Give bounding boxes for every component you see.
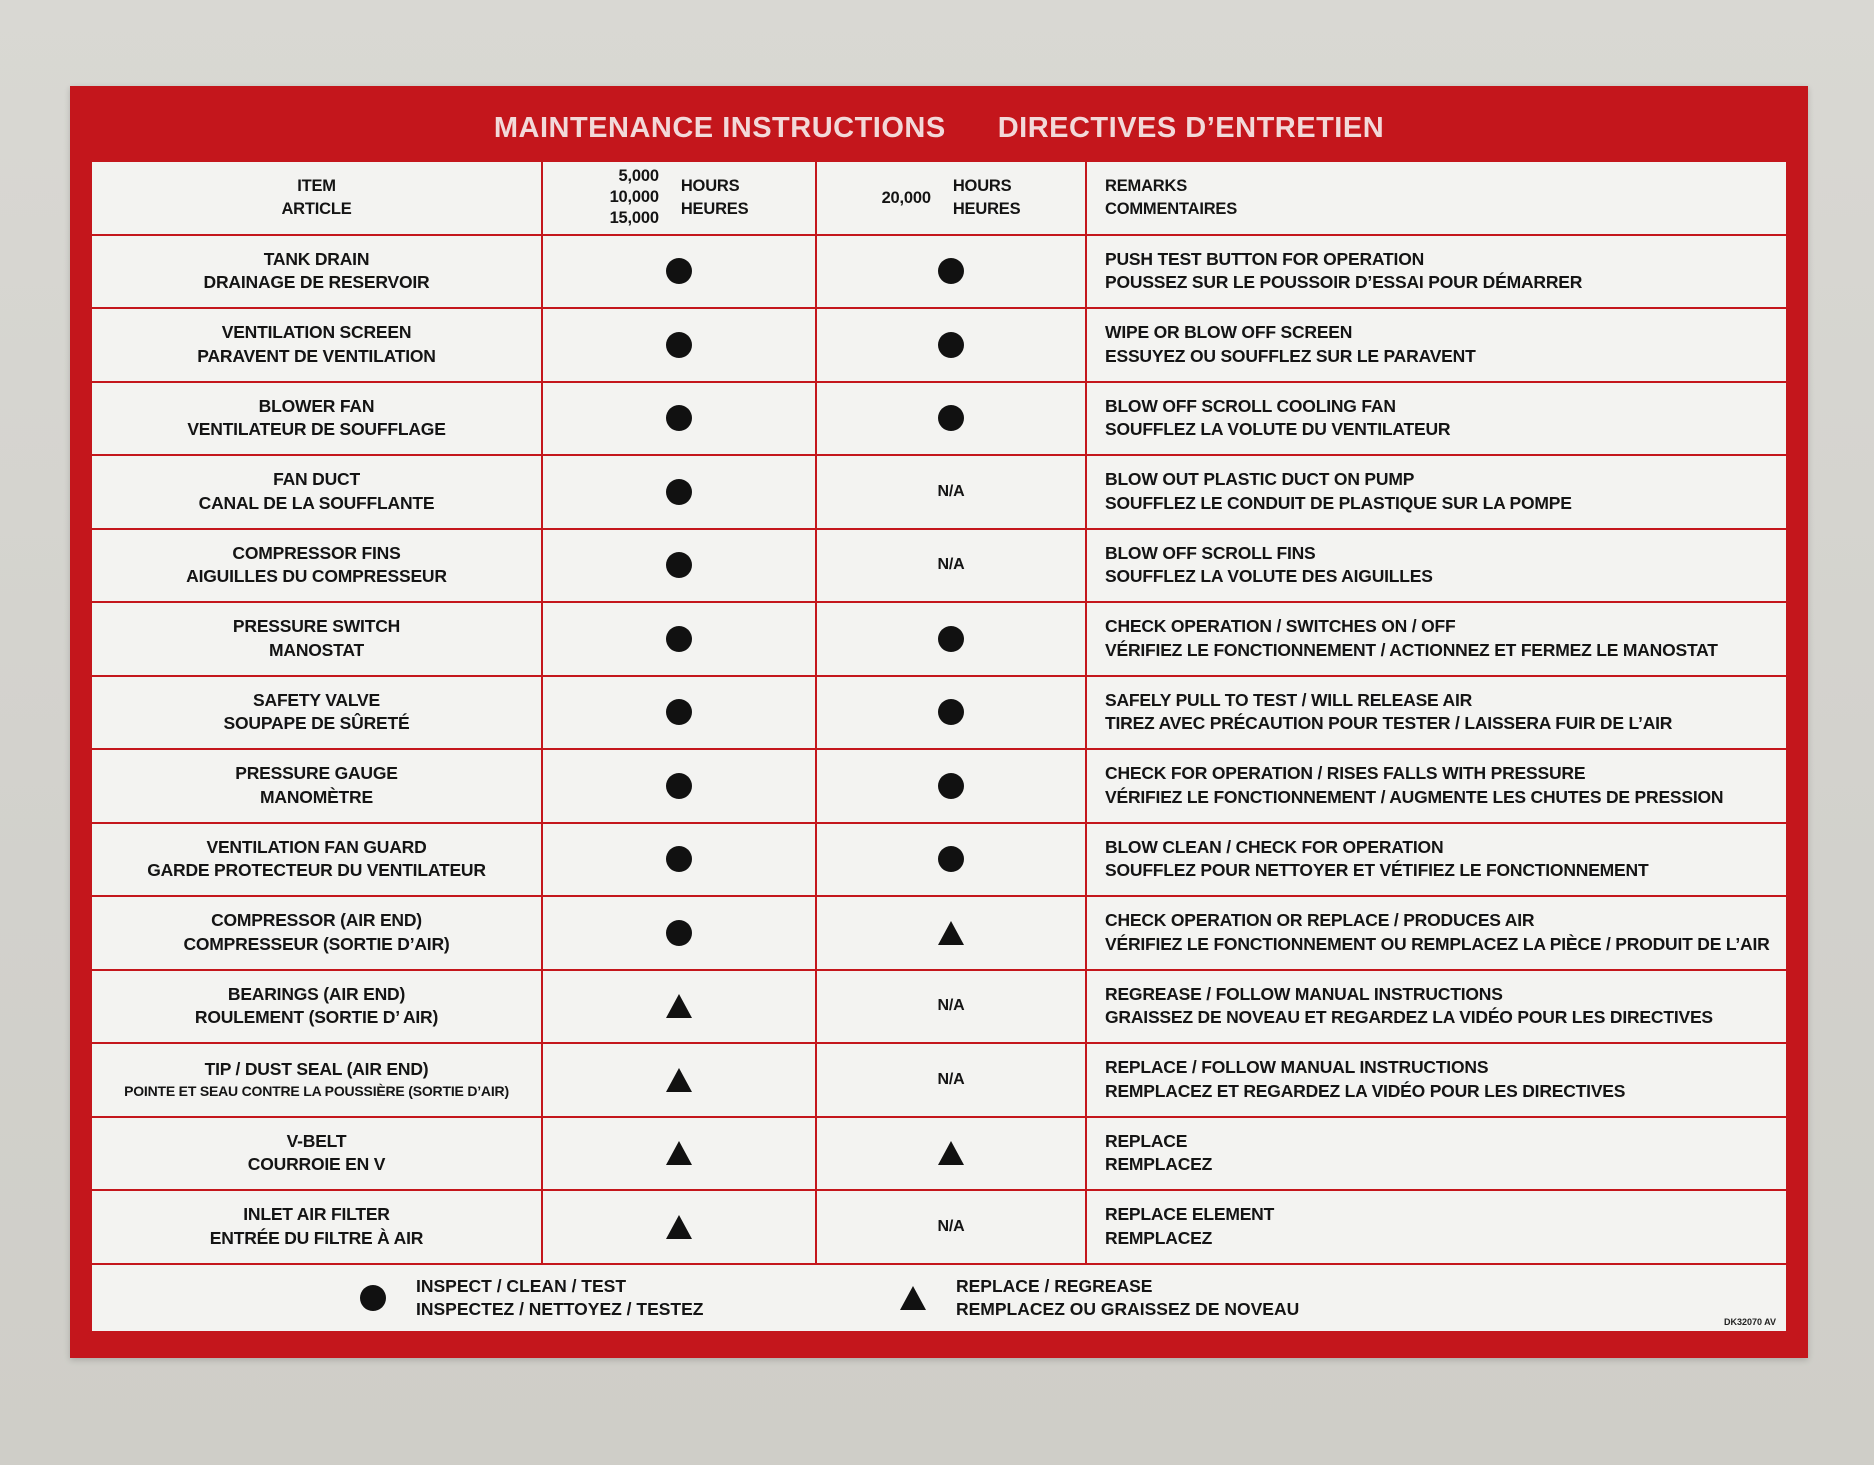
remark-fr: TIREZ AVEC PRÉCAUTION POUR TESTER / LAISSERA FUIR DE L’AIR <box>1105 713 1673 734</box>
item-name-fr: PARAVENT DE VENTILATION <box>197 345 436 366</box>
item-cell <box>92 677 541 749</box>
remark-en: PUSH TEST BUTTON FOR OPERATION <box>1105 248 1425 269</box>
interval-1-cell <box>543 383 815 455</box>
header-interval-1: 5,000 10,000 15,000 HOURS HEURES <box>543 162 815 234</box>
remark-en: CHECK OPERATION OR REPLACE / PRODUCES AIR <box>1105 910 1535 931</box>
item-name-fr: VENTILATEUR DE SOUFFLAGE <box>187 419 446 440</box>
remark-cell <box>1087 1191 1786 1263</box>
part-code: DK32070 AV <box>1723 1316 1776 1327</box>
remark-cell <box>1087 236 1786 308</box>
interval-1-cell <box>543 897 815 969</box>
remark-cell <box>1087 383 1786 455</box>
remark-fr: ESSUYEZ OU SOUFFLEZ SUR LE PARAVENT <box>1105 345 1476 366</box>
item-name-fr: DRAINAGE DE RESERVOIR <box>203 272 430 293</box>
item-name-en: INLET AIR FILTER <box>243 1204 390 1225</box>
title-english: MAINTENANCE INSTRUCTIONS <box>493 111 946 144</box>
interval-1-cell <box>543 309 815 381</box>
remark-fr: POUSSEZ SUR LE POUSSOIR D’ESSAI POUR DÉMARRER <box>1105 272 1583 293</box>
remark-en: BLOW OFF SCROLL COOLING FAN <box>1105 395 1396 416</box>
header-remarks: REMARKS COMMENTAIRES <box>1087 162 1786 234</box>
remark-en: SAFELY PULL TO TEST / WILL RELEASE AIR <box>1105 689 1473 710</box>
remark-fr: REMPLACEZ ET REGARDEZ LA VIDÉO POUR LES DIRECTIVES <box>1105 1080 1626 1101</box>
legend-replace: REPLACE / REGREASE REMPLACEZ OU GRAISSEZ DE NOVEAU <box>900 1275 1299 1321</box>
remark-cell <box>1087 677 1786 749</box>
interval-1-cell <box>543 236 815 308</box>
header-interval-2: 20,000 HOURS HEURES <box>817 162 1085 234</box>
item-name-fr: MANOMÈTRE <box>260 786 373 807</box>
remark-fr: REMPLACEZ <box>1105 1154 1213 1175</box>
legend <box>92 1265 1786 1331</box>
item-name-fr: AIGUILLES DU COMPRESSEUR <box>186 566 447 587</box>
item-name-fr: GARDE PROTECTEUR DU VENTILATEUR <box>147 860 486 881</box>
item-name-fr: COURROIE EN V <box>247 1154 386 1175</box>
triangle-icon <box>666 1215 692 1239</box>
remark-fr: SOUFFLEZ POUR NETTOYER ET VÉTIFIEZ LE FONCTIONNEMENT <box>1105 860 1649 881</box>
triangle-icon <box>666 994 692 1018</box>
interval-2-cell <box>817 530 1085 602</box>
remark-en: BLOW OUT PLASTIC DUCT ON PUMP <box>1105 469 1415 490</box>
remark-en: BLOW CLEAN / CHECK FOR OPERATION <box>1105 836 1444 857</box>
dot-icon <box>938 258 964 284</box>
interval-2-cell <box>817 750 1085 822</box>
not-applicable-label: N/A <box>937 997 965 1015</box>
interval-1-cell <box>543 750 815 822</box>
triangle-icon <box>938 921 964 945</box>
remark-cell <box>1087 971 1786 1043</box>
dot-icon <box>666 332 692 358</box>
not-applicable-label: N/A <box>937 556 965 574</box>
not-applicable-label: N/A <box>937 1070 965 1088</box>
item-cell <box>92 897 541 969</box>
item-name-en: FAN DUCT <box>273 469 360 490</box>
interval-2-cell <box>817 1191 1085 1263</box>
remark-cell <box>1087 897 1786 969</box>
remark-cell <box>1087 603 1786 675</box>
dot-icon <box>938 846 964 872</box>
item-name-fr: ENTRÉE DU FILTRE À AIR <box>209 1227 424 1248</box>
dot-icon <box>666 920 692 946</box>
dot-icon <box>666 699 692 725</box>
interval-1-cell <box>543 456 815 528</box>
triangle-icon <box>666 1068 692 1092</box>
item-name-en: PRESSURE SWITCH <box>232 616 401 637</box>
remark-en: WIPE OR BLOW OFF SCREEN <box>1105 322 1353 343</box>
item-name-fr: MANOSTAT <box>269 639 364 660</box>
item-cell <box>92 824 541 896</box>
dot-icon <box>938 773 964 799</box>
dot-icon <box>666 846 692 872</box>
remark-en: REGREASE / FOLLOW MANUAL INSTRUCTIONS <box>1105 983 1503 1004</box>
remark-fr: SOUFFLEZ LA VOLUTE DU VENTILATEUR <box>1105 419 1451 440</box>
remark-cell <box>1087 530 1786 602</box>
title-french: DIRECTIVES D’ENTRETIEN <box>997 111 1385 144</box>
interval-1-cell <box>543 971 815 1043</box>
dot-icon <box>360 1285 386 1311</box>
dot-icon <box>938 405 964 431</box>
remark-en: REPLACE ELEMENT <box>1105 1204 1275 1225</box>
triangle-icon <box>900 1286 926 1310</box>
remark-fr: VÉRIFIEZ LE FONCTIONNEMENT / AUGMENTE LES CHUTES DE PRESSION <box>1105 786 1724 807</box>
interval-2-cell <box>817 383 1085 455</box>
dot-icon <box>666 552 692 578</box>
remark-en: REPLACE <box>1105 1130 1188 1151</box>
interval-2-cell <box>817 603 1085 675</box>
item-name-en: V-BELT <box>286 1130 347 1151</box>
item-name-en: BEARINGS (AIR END) <box>227 983 406 1004</box>
item-cell <box>92 530 541 602</box>
item-name-en: TANK DRAIN <box>263 248 370 269</box>
item-name-en: COMPRESSOR FINS <box>232 542 401 563</box>
item-cell <box>92 603 541 675</box>
remark-cell <box>1087 1118 1786 1190</box>
dot-icon <box>666 258 692 284</box>
item-name-fr: COMPRESSEUR (SORTIE D’AIR) <box>183 933 450 954</box>
item-cell <box>92 456 541 528</box>
dot-icon <box>666 479 692 505</box>
interval-2-cell <box>817 236 1085 308</box>
item-name-fr: ROULEMENT (SORTIE D’ AIR) <box>194 1007 439 1028</box>
item-name-en: BLOWER FAN <box>258 395 375 416</box>
item-name-en: SAFETY VALVE <box>253 689 380 710</box>
dot-icon <box>666 773 692 799</box>
item-name-fr: POINTE ET SEAU CONTRE LA POUSSIÈRE (SORTIE D’AIR) <box>124 1083 509 1100</box>
interval-1-cell <box>543 1118 815 1190</box>
remark-cell <box>1087 824 1786 896</box>
not-applicable-label: N/A <box>937 1217 965 1235</box>
maintenance-label <box>70 86 1808 1358</box>
item-name-en: TIP / DUST SEAL (AIR END) <box>204 1059 429 1080</box>
triangle-icon <box>666 1141 692 1165</box>
dot-icon <box>666 626 692 652</box>
triangle-icon <box>938 1141 964 1165</box>
remark-cell <box>1087 309 1786 381</box>
remark-cell <box>1087 456 1786 528</box>
interval-1-cell <box>543 530 815 602</box>
remark-fr: REMPLACEZ <box>1105 1227 1213 1248</box>
item-cell <box>92 1191 541 1263</box>
maintenance-table <box>92 162 1786 1263</box>
interval-2-cell <box>817 897 1085 969</box>
remark-fr: SOUFFLEZ LE CONDUIT DE PLASTIQUE SUR LA POMPE <box>1105 492 1572 513</box>
remark-en: CHECK FOR OPERATION / RISES FALLS WITH PRESSURE <box>1105 763 1586 784</box>
remark-cell <box>1087 1044 1786 1116</box>
item-name-en: PRESSURE GAUGE <box>235 763 398 784</box>
item-cell <box>92 750 541 822</box>
interval-2-cell <box>817 309 1085 381</box>
interval-1-cell <box>543 677 815 749</box>
interval-2-cell <box>817 677 1085 749</box>
header-item: ITEM ARTICLE <box>92 162 541 234</box>
interval-2-cell <box>817 1044 1085 1116</box>
item-cell <box>92 1118 541 1190</box>
item-cell <box>92 971 541 1043</box>
interval-2-cell <box>817 1118 1085 1190</box>
legend-inspect: INSPECT / CLEAN / TEST INSPECTEZ / NETTOYEZ / TESTEZ <box>360 1275 704 1321</box>
interval-2-cell <box>817 971 1085 1043</box>
item-name-fr: CANAL DE LA SOUFFLANTE <box>198 492 435 513</box>
item-cell <box>92 1044 541 1116</box>
not-applicable-label: N/A <box>937 482 965 500</box>
remark-fr: GRAISSEZ DE NOVEAU ET REGARDEZ LA VIDÉO POUR LES DIRECTIVES <box>1105 1007 1713 1028</box>
label-title <box>92 86 1786 162</box>
remark-en: CHECK OPERATION / SWITCHES ON / OFF <box>1105 616 1456 637</box>
interval-1-cell <box>543 1191 815 1263</box>
item-name-fr: SOUPAPE DE SÛRETÉ <box>223 713 410 734</box>
interval-1-cell <box>543 1044 815 1116</box>
interval-2-cell <box>817 824 1085 896</box>
dot-icon <box>938 332 964 358</box>
dot-icon <box>938 699 964 725</box>
dot-icon <box>666 405 692 431</box>
remark-fr: VÉRIFIEZ LE FONCTIONNEMENT OU REMPLACEZ LA PIÈCE / PRODUIT DE L’AIR <box>1105 933 1770 954</box>
remark-fr: VÉRIFIEZ LE FONCTIONNEMENT / ACTIONNEZ ET FERMEZ LE MANOSTAT <box>1105 639 1718 660</box>
remark-en: REPLACE / FOLLOW MANUAL INSTRUCTIONS <box>1105 1057 1489 1078</box>
item-name-en: VENTILATION FAN GUARD <box>206 836 427 857</box>
item-cell <box>92 383 541 455</box>
interval-1-cell <box>543 824 815 896</box>
dot-icon <box>938 626 964 652</box>
item-cell <box>92 236 541 308</box>
item-cell <box>92 309 541 381</box>
remark-en: BLOW OFF SCROLL FINS <box>1105 542 1316 563</box>
remark-cell <box>1087 750 1786 822</box>
remark-fr: SOUFFLEZ LA VOLUTE DES AIGUILLES <box>1105 566 1433 587</box>
item-name-en: COMPRESSOR (AIR END) <box>211 910 422 931</box>
interval-1-cell <box>543 603 815 675</box>
item-name-en: VENTILATION SCREEN <box>221 322 412 343</box>
interval-2-cell <box>817 456 1085 528</box>
